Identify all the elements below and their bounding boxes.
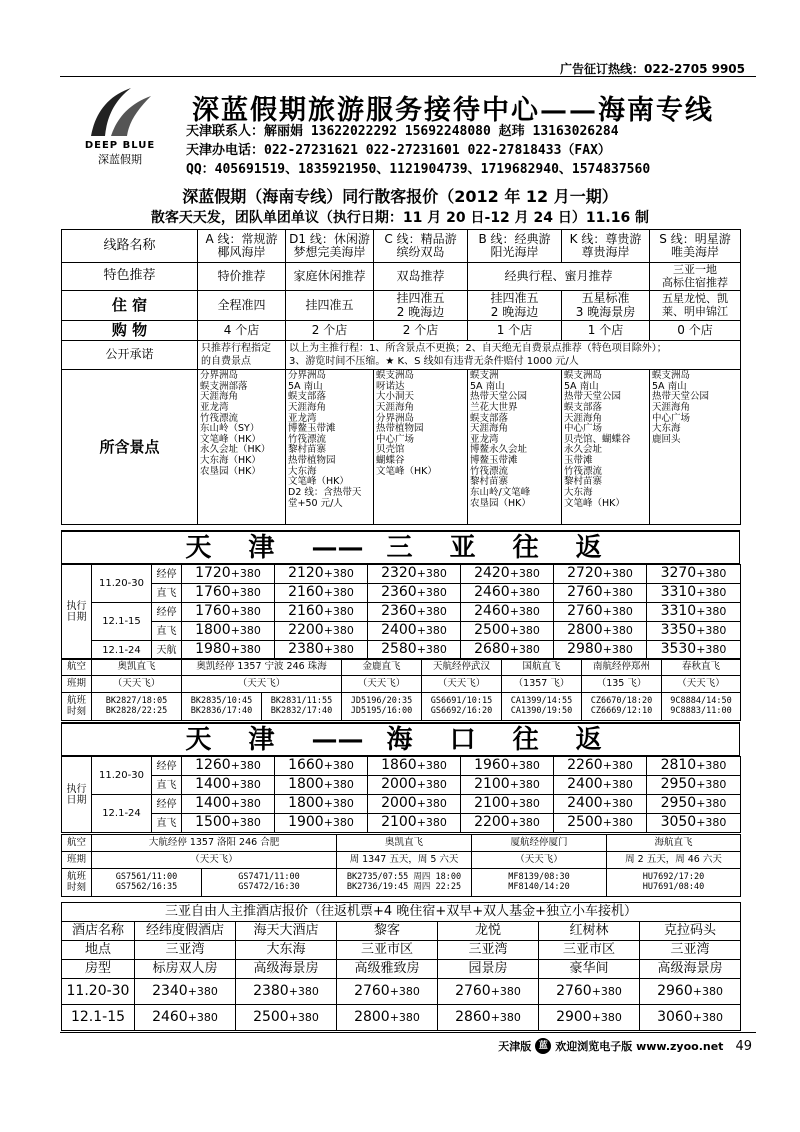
quote-subtitle: 散客天天发，团队单团单议（执行日期：11 月 20 日-12 月 24 日）11.16 制 bbox=[150, 210, 650, 226]
feature-label: 特色推荐 bbox=[62, 263, 198, 291]
price-cell: 3270+380 bbox=[647, 565, 741, 584]
price-cell: 2360+380 bbox=[368, 603, 461, 622]
flight-cell: HU7692/17:20 HU7691/08:40 bbox=[607, 869, 741, 897]
hotel-name-label: 酒店名称 bbox=[62, 922, 135, 941]
haikou-banner-dash: —— bbox=[311, 725, 364, 755]
shop-d1: 2 个店 bbox=[286, 321, 374, 341]
hotel-price-row bbox=[62, 979, 741, 1005]
hotel-place: 三亚湾 bbox=[640, 941, 741, 960]
airline-cell: 金鹿直飞 bbox=[342, 659, 422, 676]
stay-a: 全程准四 bbox=[198, 291, 286, 321]
price-cell: 1900+380 bbox=[275, 814, 368, 833]
hotel-place: 大东海 bbox=[236, 941, 337, 960]
hotel-price: 2380+380 bbox=[236, 979, 337, 1005]
hotel-title-row bbox=[62, 903, 741, 922]
sanya-airline-row bbox=[62, 659, 741, 676]
hotel-price: 2960+380 bbox=[640, 979, 741, 1005]
promise-label: 公开承诺 bbox=[62, 341, 198, 370]
hotel-room: 园景房 bbox=[438, 960, 539, 979]
spots-d1: 分界洲岛 5A 南山 蜈支部落 天涯海角 亚龙湾 博鳌玉带滩 竹筏漂流 黎村苗寨 热带植物园 大东海 文笔峰（HK） D2 线：含热带天 堂+50 元/人 bbox=[286, 370, 374, 525]
haikou-type: 经停 bbox=[152, 757, 182, 776]
spots-a: 分界洲岛 蜈支洲部落 天涯海角 亚龙湾 竹筏漂流 东山岭（SY） 文笔峰（HK） 永久会址（HK） 大东海（HK） 农垦园（HK） bbox=[198, 370, 286, 525]
feature-bk: 经典行程、蜜月推荐 bbox=[468, 263, 650, 291]
sanya-type: 经停 bbox=[152, 565, 182, 584]
feature-s: 三亚一地 高标住宿推荐 bbox=[650, 263, 741, 291]
price-cell: 1980+380 bbox=[182, 641, 275, 660]
route-name-d1: D1 线：休闲游 梦想完美海岸 bbox=[286, 230, 374, 263]
price-cell: 2000+380 bbox=[368, 795, 461, 814]
hotel-price: 2860+380 bbox=[438, 1005, 539, 1031]
spots-k: 蜈支洲岛 5A 南山 热带天堂公园 蜈支部落 天涯海角 中心广场 贝壳馆、蝴蝶谷 永久会址 玉带滩 竹筏漂流 黎村苗寨 大东海 文笔峰（HK） bbox=[562, 370, 650, 525]
hotel-room-row bbox=[62, 960, 741, 979]
price-cell: 1960+380 bbox=[461, 757, 554, 776]
promise-row bbox=[62, 341, 741, 370]
spots-s: 蜈支洲岛 5A 南山 热带天堂公园 天涯海角 中心广场 大东海 鹿回头 bbox=[650, 370, 741, 525]
sanya-flight-table bbox=[61, 658, 741, 721]
feature-row bbox=[62, 263, 741, 291]
price-cell: 2200+380 bbox=[275, 622, 368, 641]
price-cell: 3310+380 bbox=[647, 603, 741, 622]
price-cell: 1260+380 bbox=[182, 757, 275, 776]
hotel-name: 红树林 bbox=[539, 922, 640, 941]
swoosh-logo-icon bbox=[85, 84, 155, 140]
schedule-cell: 周 1347 五天，周 5 六天 bbox=[337, 852, 472, 869]
price-cell: 2720+380 bbox=[554, 565, 647, 584]
flight-cell: GS7561/11:00 GS7562/16:35 bbox=[92, 869, 202, 897]
sanya-price-row bbox=[62, 603, 741, 622]
price-cell: 1500+380 bbox=[182, 814, 275, 833]
hotel-place: 三亚湾 bbox=[135, 941, 236, 960]
contact-qq: QQ：405691519、1835921950、1121904739、1719682940、1574837560 bbox=[186, 162, 651, 177]
price-cell: 2260+380 bbox=[554, 757, 647, 776]
price-cell: 2420+380 bbox=[461, 565, 554, 584]
schedule-cell: （天天飞） bbox=[342, 676, 422, 693]
shop-row bbox=[62, 321, 741, 341]
sanya-schedule-label: 班期 bbox=[62, 676, 92, 693]
stay-c: 挂四准五 2 晚海边 bbox=[374, 291, 468, 321]
airline-cell: 大航经停 1357 洛阳 246 合肥 bbox=[92, 835, 337, 852]
price-cell: 3050+380 bbox=[647, 814, 741, 833]
haikou-banner bbox=[61, 722, 740, 756]
sanya-price-row bbox=[62, 641, 741, 660]
airline-cell: 南航经停郑州 bbox=[582, 659, 662, 676]
haikou-price-row bbox=[62, 757, 741, 776]
brand-badge-icon: 蓝 bbox=[535, 1038, 551, 1054]
price-cell: 1400+380 bbox=[182, 795, 275, 814]
hotel-price: 2800+380 bbox=[337, 1005, 438, 1031]
haikou-airline-row bbox=[62, 835, 741, 852]
price-cell: 1800+380 bbox=[275, 776, 368, 795]
flight-cell: 9C8884/14:50 9C8883/11:00 bbox=[662, 693, 741, 721]
price-cell: 2400+380 bbox=[368, 622, 461, 641]
price-cell: 2810+380 bbox=[647, 757, 741, 776]
price-cell: 2580+380 bbox=[368, 641, 461, 660]
price-cell: 3350+380 bbox=[647, 622, 741, 641]
price-cell: 1800+380 bbox=[182, 622, 275, 641]
price-cell: 2200+380 bbox=[461, 814, 554, 833]
hotel-price: 2340+380 bbox=[135, 979, 236, 1005]
price-cell: 2360+380 bbox=[368, 584, 461, 603]
hotel-name: 克拉码头 bbox=[640, 922, 741, 941]
sanya-banner-from: 天 津 bbox=[185, 533, 289, 563]
airline-cell: 厦航经停厦门 bbox=[472, 835, 607, 852]
haikou-period: 11.20-30 bbox=[92, 757, 152, 795]
sanya-flight-label: 航班 时刻 bbox=[62, 693, 92, 721]
flight-cell: CZ6670/18:20 CZ6669/12:10 bbox=[582, 693, 662, 721]
footer-divider bbox=[60, 1032, 756, 1033]
flight-cell: BK2735/07:55 周四 18:00 BK2736/19:45 周四 22:25 bbox=[337, 869, 472, 897]
haikou-type: 直飞 bbox=[152, 776, 182, 795]
haikou-type: 经停 bbox=[152, 795, 182, 814]
sanya-price-table bbox=[61, 564, 741, 660]
haikou-price-table bbox=[61, 756, 741, 833]
hotel-price: 2760+380 bbox=[539, 979, 640, 1005]
haikou-period: 12.1-24 bbox=[92, 795, 152, 833]
sanya-type: 经停 bbox=[152, 603, 182, 622]
price-cell: 2400+380 bbox=[554, 776, 647, 795]
haikou-flight-label: 航班 时刻 bbox=[62, 869, 92, 897]
sanya-schedule-row bbox=[62, 676, 741, 693]
price-cell: 2120+380 bbox=[275, 565, 368, 584]
top-divider bbox=[60, 76, 756, 77]
airline-cell: 奥凯直飞 bbox=[92, 659, 182, 676]
feature-a: 特价推荐 bbox=[198, 263, 286, 291]
haikou-banner-to: 海 口 往 返 bbox=[386, 725, 616, 755]
stay-d1: 挂四准五 bbox=[286, 291, 374, 321]
spots-c: 蜈支洲岛 呀诺达 大小洞天 天涯海角 分界洲岛 热带植物园 中心广场 贝壳馆 蝴蝶谷 文笔峰（HK） bbox=[374, 370, 468, 525]
price-cell: 1400+380 bbox=[182, 776, 275, 795]
hotel-table bbox=[61, 902, 741, 1031]
sanya-price-row bbox=[62, 622, 741, 641]
sanya-period: 12.1-24 bbox=[92, 641, 152, 660]
schedule-cell: （135 飞） bbox=[582, 676, 662, 693]
stay-row bbox=[62, 291, 741, 321]
airline-cell: 奥凯直飞 bbox=[337, 835, 472, 852]
price-cell: 2160+380 bbox=[275, 603, 368, 622]
haikou-price-row bbox=[62, 795, 741, 814]
brand-en: DEEP BLUE bbox=[84, 140, 156, 151]
schedule-cell: 周 2 五天，周 46 六天 bbox=[607, 852, 741, 869]
contact-people: 天津联系人：解丽娟 13622022292 15692248080 赵玮 13163026284 bbox=[186, 124, 619, 139]
price-cell: 2400+380 bbox=[554, 795, 647, 814]
airline-cell: 天航经停武汉 bbox=[422, 659, 502, 676]
price-cell: 2380+380 bbox=[275, 641, 368, 660]
page-title: 深蓝假期旅游服务接待中心——海南专线 bbox=[192, 95, 714, 126]
sanya-period: 12.1-15 bbox=[92, 603, 152, 641]
sanya-type: 直飞 bbox=[152, 622, 182, 641]
price-cell: 2800+380 bbox=[554, 622, 647, 641]
hotel-name: 海天大酒店 bbox=[236, 922, 337, 941]
price-cell: 2500+380 bbox=[554, 814, 647, 833]
footer-link[interactable]: 欢迎浏览电子版 www.zyoo.net bbox=[555, 1040, 724, 1053]
price-cell: 2680+380 bbox=[461, 641, 554, 660]
price-cell: 2500+380 bbox=[461, 622, 554, 641]
price-cell: 3310+380 bbox=[647, 584, 741, 603]
price-cell: 2000+380 bbox=[368, 776, 461, 795]
sanya-price-row bbox=[62, 584, 741, 603]
hotel-name: 黎客 bbox=[337, 922, 438, 941]
price-cell: 2950+380 bbox=[647, 795, 741, 814]
route-name-a: A 线：常规游 椰风海岸 bbox=[198, 230, 286, 263]
airline-cell: 奥凯经停 1357 宁波 246 珠海 bbox=[182, 659, 342, 676]
sanya-exec-label: 执行 日期 bbox=[62, 565, 92, 660]
haikou-schedule-label: 班期 bbox=[62, 852, 92, 869]
hotel-place: 三亚市区 bbox=[337, 941, 438, 960]
stay-s: 五星龙悦、凯 莱、明申锦江 bbox=[650, 291, 741, 321]
sanya-banner-to: 三 亚 往 返 bbox=[386, 533, 616, 563]
schedule-cell: （天天飞） bbox=[662, 676, 741, 693]
hotel-place-label: 地点 bbox=[62, 941, 135, 960]
haikou-exec-label: 执行 日期 bbox=[62, 757, 92, 833]
airline-cell: 海航直飞 bbox=[607, 835, 741, 852]
hotel-price: 2760+380 bbox=[337, 979, 438, 1005]
route-name-s: S 线：明星游 唯美海岸 bbox=[650, 230, 741, 263]
hotel-price-row bbox=[62, 1005, 741, 1031]
flight-cell: BK2835/10:45 BK2836/17:40 bbox=[182, 693, 262, 721]
flight-cell: GS6691/10:15 GS6692/16:20 bbox=[422, 693, 502, 721]
sanya-banner-dash: —— bbox=[311, 533, 364, 563]
price-cell: 2160+380 bbox=[275, 584, 368, 603]
hotel-period: 11.20-30 bbox=[62, 979, 135, 1005]
price-cell: 1860+380 bbox=[368, 757, 461, 776]
route-table bbox=[61, 229, 741, 525]
route-name-k: K 线：尊贵游 尊贵海岸 bbox=[562, 230, 650, 263]
hotel-place: 三亚湾 bbox=[438, 941, 539, 960]
schedule-cell: （天天飞） bbox=[182, 676, 342, 693]
route-name-label: 线路名称 bbox=[62, 230, 198, 263]
price-cell: 2460+380 bbox=[461, 603, 554, 622]
shop-k: 1 个店 bbox=[562, 321, 650, 341]
route-name-c: C 线：精品游 缤纷双岛 bbox=[374, 230, 468, 263]
price-cell: 2460+380 bbox=[461, 584, 554, 603]
hotel-name-row bbox=[62, 922, 741, 941]
hotel-price: 2760+380 bbox=[438, 979, 539, 1005]
schedule-cell: （1357 飞） bbox=[502, 676, 582, 693]
price-cell: 2950+380 bbox=[647, 776, 741, 795]
spots-row bbox=[62, 370, 741, 525]
stay-label: 住 宿 bbox=[62, 291, 198, 321]
brand-cn: 深蓝假期 bbox=[98, 153, 142, 166]
sanya-period: 11.20-30 bbox=[92, 565, 152, 603]
page-number: 49 bbox=[735, 1038, 752, 1054]
sanya-airline-label: 航空 bbox=[62, 659, 92, 676]
ad-hotline: 广告征订热线：022-2705 9905 bbox=[560, 62, 746, 76]
sanya-type: 直飞 bbox=[152, 584, 182, 603]
brand-logo bbox=[60, 84, 180, 174]
shop-a: 4 个店 bbox=[198, 321, 286, 341]
hotel-room: 豪华间 bbox=[539, 960, 640, 979]
haikou-flight-table bbox=[61, 834, 741, 897]
airline-cell: 国航直飞 bbox=[502, 659, 582, 676]
hotel-room: 高级海景房 bbox=[640, 960, 741, 979]
price-cell: 2980+380 bbox=[554, 641, 647, 660]
haikou-banner-from: 天 津 bbox=[185, 725, 289, 755]
price-cell: 2320+380 bbox=[368, 565, 461, 584]
footer-edition: 天津版 bbox=[498, 1040, 532, 1053]
shop-c: 2 个店 bbox=[374, 321, 468, 341]
price-cell: 1800+380 bbox=[275, 795, 368, 814]
haikou-airline-label: 航空 bbox=[62, 835, 92, 852]
hotel-room: 高级海景房 bbox=[236, 960, 337, 979]
promise-left: 只推荐行程指定 的自费景点 bbox=[198, 341, 286, 370]
haikou-price-row bbox=[62, 814, 741, 833]
sanya-flight-row bbox=[62, 693, 741, 721]
haikou-price-row bbox=[62, 776, 741, 795]
hotel-name: 龙悦 bbox=[438, 922, 539, 941]
sanya-type: 天航 bbox=[152, 641, 182, 660]
hotel-place-row bbox=[62, 941, 741, 960]
route-name-b: B 线：经典游 阳光海岸 bbox=[468, 230, 562, 263]
price-cell: 3530+380 bbox=[647, 641, 741, 660]
hotel-price: 2460+380 bbox=[135, 1005, 236, 1031]
schedule-cell: （天天飞） bbox=[92, 852, 337, 869]
shop-s: 0 个店 bbox=[650, 321, 741, 341]
feature-d1: 家庭休闲推荐 bbox=[286, 263, 374, 291]
hotel-price: 2900+380 bbox=[539, 1005, 640, 1031]
hotel-name: 经纬度假酒店 bbox=[135, 922, 236, 941]
schedule-cell: （天天飞） bbox=[92, 676, 182, 693]
contact-phones: 天津办电话：022-27231621 022-27231601 022-27818433（FAX） bbox=[186, 143, 611, 158]
price-cell: 2760+380 bbox=[554, 584, 647, 603]
haikou-flight-row bbox=[62, 869, 741, 897]
footer bbox=[498, 1038, 752, 1054]
quote-title: 深蓝假期（海南专线）同行散客报价（2012 年 12 月一期） bbox=[182, 187, 618, 206]
shop-label: 购 物 bbox=[62, 321, 198, 341]
flight-cell: JD5196/20:35 JD5195/16:00 bbox=[342, 693, 422, 721]
hotel-title: 三亚自由人主推酒店报价（往返机票+4 晚住宿+双早+双人基金+独立小车接机） bbox=[62, 903, 741, 922]
feature-c: 双岛推荐 bbox=[374, 263, 468, 291]
price-cell: 2100+380 bbox=[461, 776, 554, 795]
haikou-schedule-row bbox=[62, 852, 741, 869]
hotel-place: 三亚市区 bbox=[539, 941, 640, 960]
flight-cell: CA1399/14:55 CA1390/19:50 bbox=[502, 693, 582, 721]
price-cell: 1760+380 bbox=[182, 603, 275, 622]
hotel-period: 12.1-15 bbox=[62, 1005, 135, 1031]
route-name-row bbox=[62, 230, 741, 263]
flight-cell: GS7471/11:00 GS7472/16:30 bbox=[202, 869, 337, 897]
flight-cell: BK2831/11:55 BK2832/17:40 bbox=[262, 693, 342, 721]
shop-b: 1 个店 bbox=[468, 321, 562, 341]
hotel-room-label: 房型 bbox=[62, 960, 135, 979]
sanya-price-row bbox=[62, 565, 741, 584]
price-cell: 1720+380 bbox=[182, 565, 275, 584]
flight-cell: BK2827/18:05 BK2828/22:25 bbox=[92, 693, 182, 721]
stay-b: 挂四准五 2 晚海边 bbox=[468, 291, 562, 321]
price-cell: 2760+380 bbox=[554, 603, 647, 622]
stay-k: 五星标准 3 晚海景房 bbox=[562, 291, 650, 321]
price-cell: 2100+380 bbox=[368, 814, 461, 833]
haikou-type: 直飞 bbox=[152, 814, 182, 833]
hotel-room: 标房双人房 bbox=[135, 960, 236, 979]
hotel-room: 高级雅致房 bbox=[337, 960, 438, 979]
spots-b: 蜈支洲 5A 南山 热带天堂公园 兰花大世界 蜈支部落 天涯海角 亚龙湾 博鳌永久会址 博鳌玉带滩 竹筏漂流 黎村苗寨 东山岭/文笔峰 农垦园（HK） bbox=[468, 370, 562, 525]
price-cell: 1660+380 bbox=[275, 757, 368, 776]
spots-label: 所含景点 bbox=[62, 370, 198, 525]
schedule-cell: （天天飞） bbox=[472, 852, 607, 869]
price-cell: 2100+380 bbox=[461, 795, 554, 814]
sanya-banner bbox=[61, 530, 740, 564]
schedule-cell: （天天飞） bbox=[422, 676, 502, 693]
price-cell: 1760+380 bbox=[182, 584, 275, 603]
flight-cell: MF8139/08:30 MF8140/14:20 bbox=[472, 869, 607, 897]
promise-right: 以上为主推行程：1、所含景点不更换；2、自天绝无自费景点推荐（特色项目除外）； 3、游览时间不压缩。★ K、S 线如有违背无条件赔付 1000 元/人 bbox=[286, 341, 741, 370]
airline-cell: 春秋直飞 bbox=[662, 659, 741, 676]
hotel-price: 3060+380 bbox=[640, 1005, 741, 1031]
hotel-price: 2500+380 bbox=[236, 1005, 337, 1031]
